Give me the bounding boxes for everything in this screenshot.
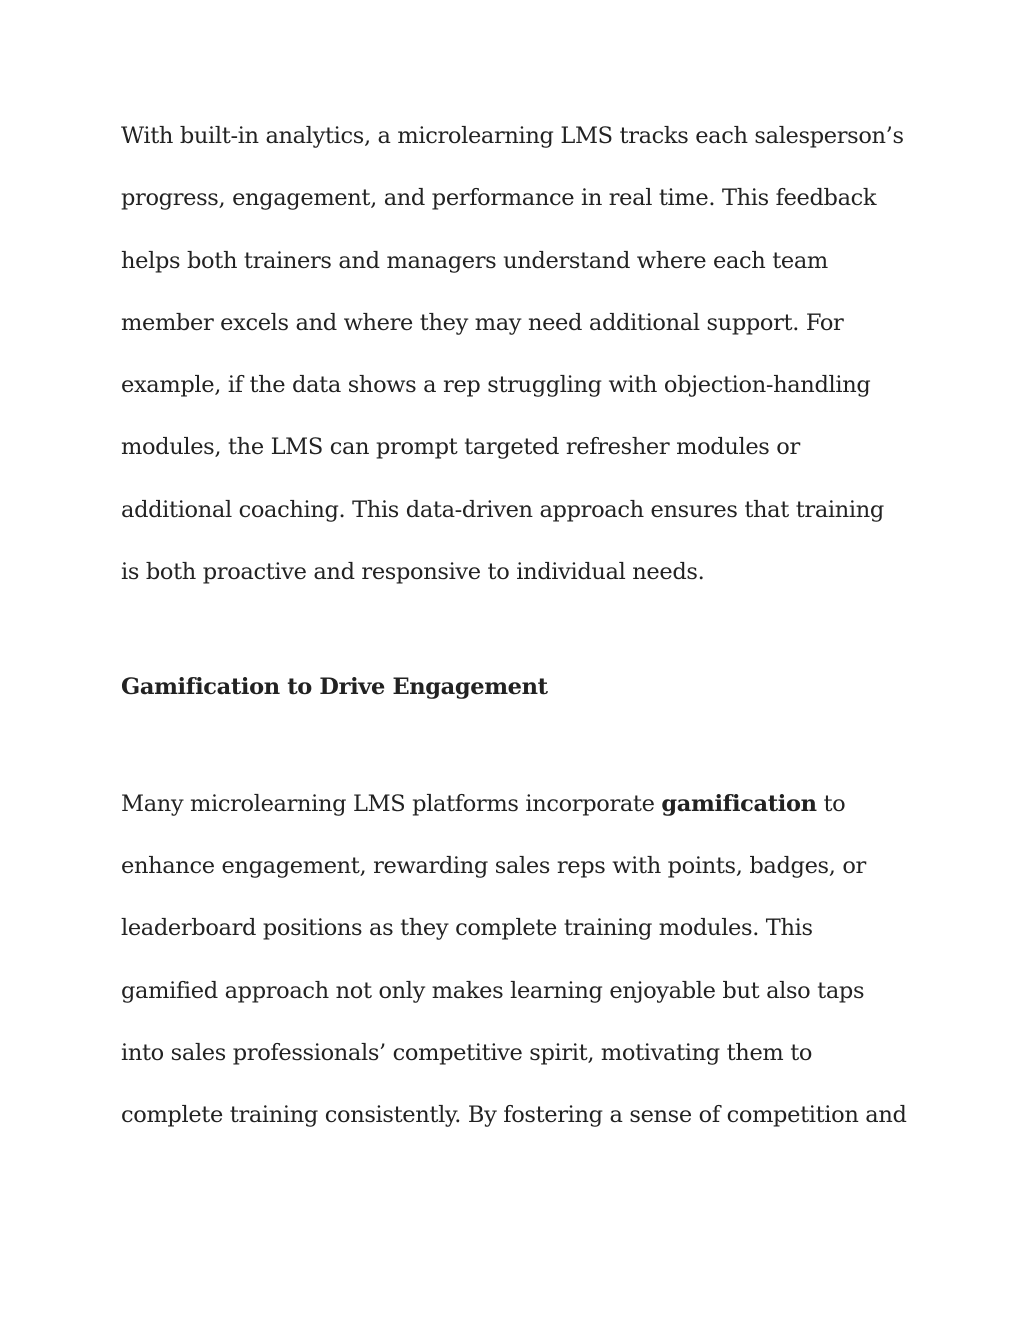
paragraph-line: member excels and where they may need additional support. For [121, 309, 844, 336]
text-run: Many microlearning LMS platforms incorporate [121, 790, 662, 817]
section-heading: Gamification to Drive Engagement [121, 674, 548, 701]
paragraph-line: complete training consistently. By fostering a sense of competition and [121, 1102, 907, 1129]
paragraph-line: into sales professionals’ competitive spirit, motivating them to [121, 1039, 813, 1066]
text-run: to [816, 790, 846, 817]
paragraph-line: example, if the data shows a rep struggling with objection-handling [121, 372, 871, 399]
paragraph-line: enhance engagement, rewarding sales reps with points, badges, or [121, 852, 866, 879]
paragraph-line: progress, engagement, and performance in real time. This feedback [121, 185, 877, 212]
paragraph-analytics [121, 105, 921, 603]
paragraph-line: is both proactive and responsive to individual needs. [121, 559, 705, 586]
paragraph-line: additional coaching. This data-driven approach ensures that training [121, 496, 884, 523]
paragraph-line: modules, the LMS can prompt targeted refresher modules or [121, 434, 800, 461]
paragraph-gamification [121, 773, 921, 1147]
paragraph-line [121, 773, 921, 835]
bold-term: gamification [661, 790, 817, 817]
paragraph-line: gamified approach not only makes learning enjoyable but also taps [121, 977, 865, 1004]
paragraph-line: With built-in analytics, a microlearning LMS tracks each salesperson’s [121, 123, 904, 149]
paragraph-line: leaderboard positions as they complete training modules. This [121, 915, 813, 942]
document-page [121, 105, 921, 1146]
paragraph-line: helps both trainers and managers understand where each team [121, 247, 828, 274]
